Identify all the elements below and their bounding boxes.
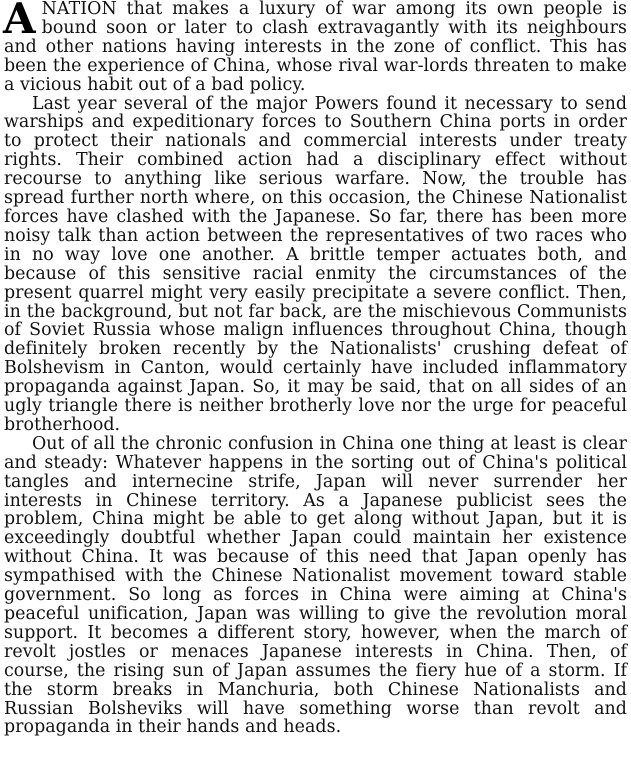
paragraph-2: Last year several of the major Powers found it necessary to send warships and expeditionary forces to Southern China ports in order to protect their nationals and commercial interests under treaty rights. Their combined action had a disciplinary effect without recourse to anything like serious warfare. Now, the trouble has spread further north where, on this occasion, the Chinese Nationalist forces have clashed with the Japanese. So far, there has been more noisy talk than action between the representatives of two races who in no way love one another. A brittle temper actuates both, and because of this sensitive racial enmity the circumstances of the present quarrel might very easily precipitate a severe conflict. Then, in the background, but not far back, are the mischievous Communists of Soviet Russia whose malign influences throughout China, though definitely broken recently by the Nationalists' crushing defeat of Bolshevism in Canton, would certainly have included inflammatory propaganda against Japan. So, it may be said, that on all sides of an ugly triangle there is neither brotherly love nor the urge for peaceful brotherhood. (4, 93, 627, 435)
article-page (4, 0, 627, 737)
paragraph-3: Out of all the chronic confusion in China one thing at least is clear and steady: Whatever happens in the sorting out of China's political tangles and internecine strife, Japan will never surrender her interests in Chinese territory. As a Japanese publicist sees the problem, China might be able to get along without Japan, but it is exceedingly doubtful whether Japan could maintain her existence without China. It was because of this need that Japan openly has sympathised with the Chinese Nationalist movement toward stable government. So long as forces in China were aiming at China's peaceful unification, Japan was willing to give the revolution moral support. It becomes a different story, however, when the march of revolt jostles or menaces Japanese interests in China. Then, of course, the rising sun of Japan assumes the fiery hue of a storm. If the storm breaks in Manchuria, both Chinese Nationalists and Russian Bolsheviks will have something worse than revolt and propaganda in their hands and heads. (4, 433, 627, 738)
drop-cap: A (3, 0, 36, 43)
paragraph-1-text: NATION that makes a luxury of war among its own people is bound soon or later to clash extravagantly with its neighbours and other nations having interests in the zone of conflict. This has been the experience of China, whose rival war-lords threaten to make a vicious habit out of a bad policy. (4, 0, 627, 95)
paragraph-1 (4, 0, 627, 95)
